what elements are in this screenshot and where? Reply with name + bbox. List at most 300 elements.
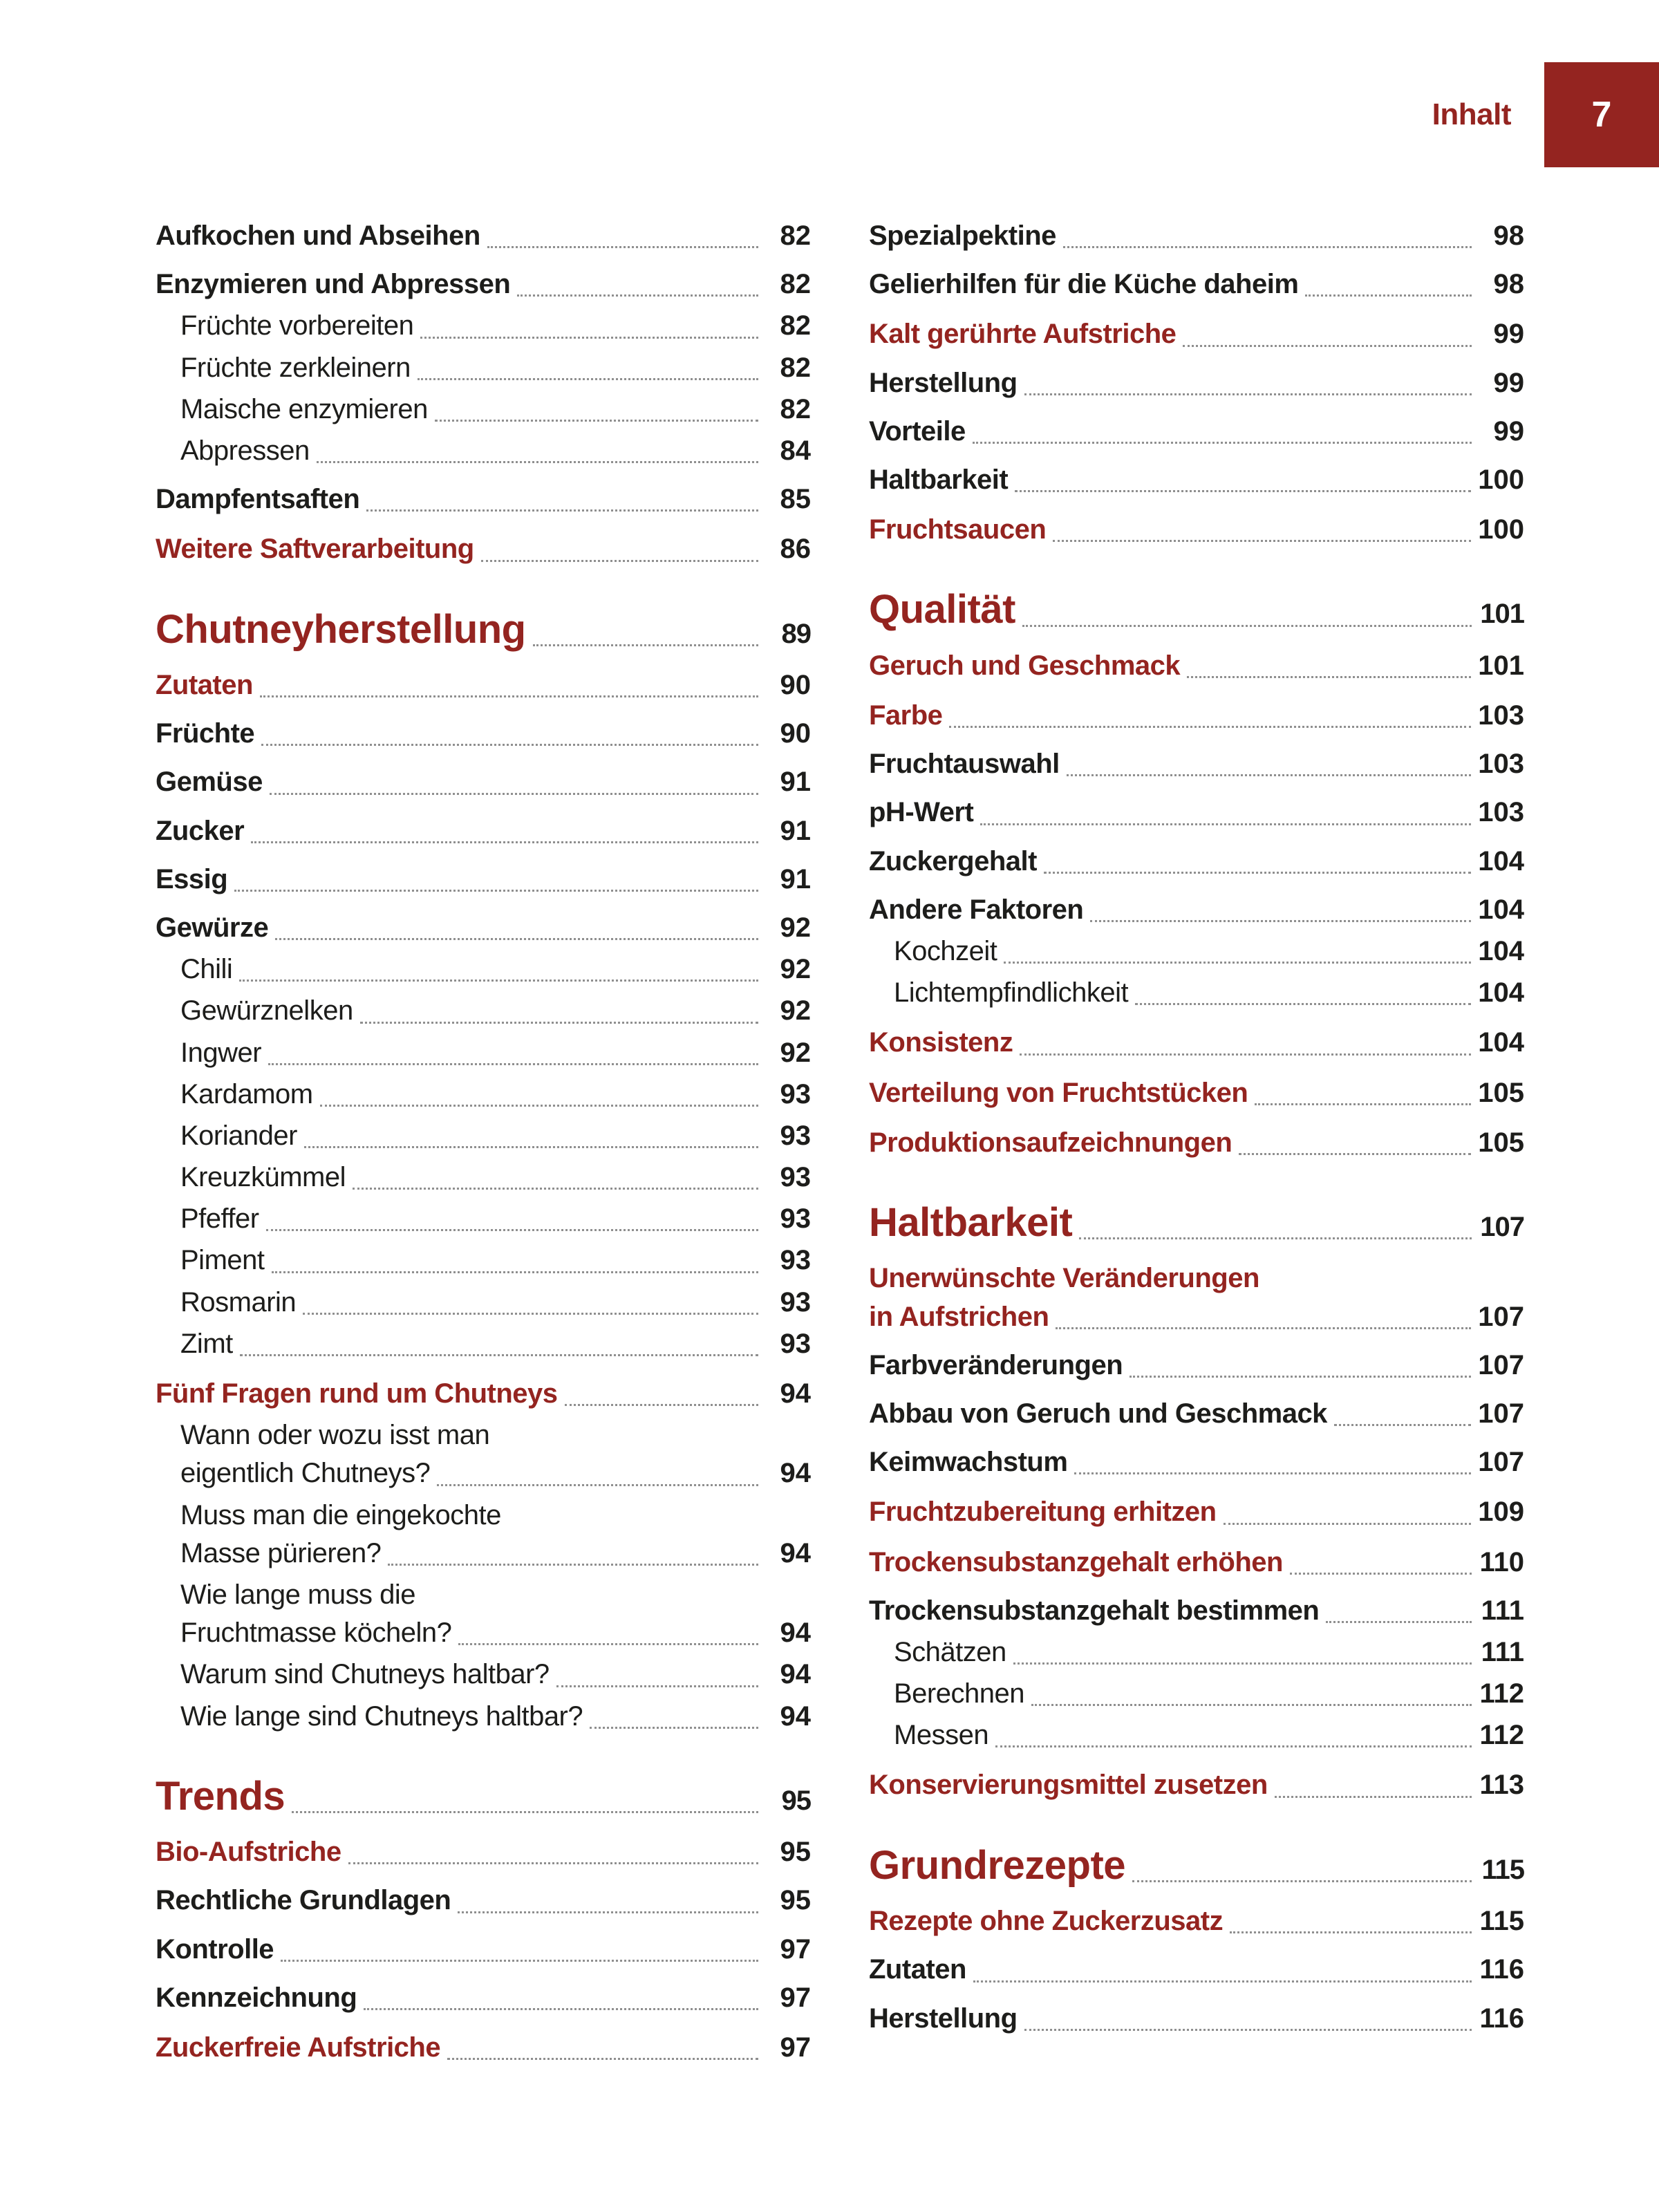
toc-entry-page-number: 86: [780, 534, 811, 565]
toc-entry-line: [869, 1298, 1524, 1336]
toc-entry-line: [894, 1716, 1524, 1754]
toc-entry: [869, 2000, 1524, 2038]
page-header: [0, 0, 1659, 167]
toc-entry-line: [156, 861, 811, 899]
dotted-leader: [317, 461, 758, 463]
dotted-leader: [320, 1105, 758, 1107]
toc-entry: [156, 1979, 811, 2017]
toc-entry-line: [180, 1325, 811, 1363]
toc-entry-label: Zutaten: [156, 670, 253, 700]
toc-entry-label: Verteilung von Fruchtstücken: [869, 1077, 1248, 1108]
toc-entry: [156, 1576, 811, 1652]
toc-entry-line: [156, 1979, 811, 2017]
toc-entry-line: [869, 891, 1524, 929]
toc-entry-page-number: 94: [780, 1378, 811, 1409]
toc-entry-page-number: 104: [1478, 894, 1524, 925]
toc-column-right: [869, 217, 1524, 2067]
dotted-leader: [353, 1188, 758, 1190]
toc-entry-line: [180, 1535, 811, 1573]
toc-entry: [156, 1656, 811, 1694]
dotted-leader: [1130, 1376, 1471, 1378]
dotted-leader: [458, 1911, 758, 1913]
toc-entry: [869, 1074, 1524, 1112]
toc-entry: [869, 461, 1524, 499]
toc-entry: [156, 391, 811, 429]
toc-entry-label: Koriander: [180, 1120, 297, 1151]
toc-entry-page-number: 92: [780, 954, 811, 985]
toc-entry-label: pH-Wert: [869, 797, 974, 828]
toc-entry: [156, 432, 811, 470]
toc-entry-line: [180, 1241, 811, 1280]
dotted-leader: [240, 1354, 758, 1356]
dotted-leader: [458, 1643, 758, 1645]
toc-entry-page-number: 104: [1478, 935, 1524, 966]
toc-entry-label: eigentlich Chutneys?: [180, 1458, 431, 1489]
toc-entry-label: Messen: [894, 1720, 989, 1751]
toc-entry-line: [869, 1493, 1524, 1531]
toc-entry-line: [156, 909, 811, 947]
toc-entry: [156, 1375, 811, 1413]
toc-entry: [869, 1841, 1524, 1891]
dotted-leader: [364, 2008, 758, 2010]
toc-entry-label: Trockensubstanzgehalt erhöhen: [869, 1546, 1283, 1577]
toc-entry: [869, 1716, 1524, 1754]
toc-entry-line: [180, 432, 811, 470]
toc-entry-line: [869, 1395, 1524, 1433]
toc-entry-line: [869, 1443, 1524, 1481]
toc-entry-label: Wann oder wozu isst man: [180, 1420, 490, 1451]
toc-entry-line: [180, 1117, 811, 1155]
toc-entry-label: Haltbarkeit: [869, 1199, 1073, 1245]
toc-entry: [156, 1497, 811, 1573]
dotted-leader: [1031, 1704, 1472, 1706]
toc-entry-line: [869, 647, 1524, 685]
toc-entry: [156, 1034, 811, 1072]
toc-entry-label: Farbveränderungen: [869, 1349, 1123, 1380]
dotted-leader: [481, 560, 758, 562]
dotted-leader: [1275, 1796, 1472, 1798]
toc-entry-line: [180, 1614, 811, 1652]
toc-entry-line: [869, 1951, 1524, 1989]
toc-entry: [869, 413, 1524, 451]
toc-entry-page-number: 95: [781, 1785, 811, 1816]
toc-entry-line: [156, 265, 811, 303]
toc-entry-page-number: 92: [780, 1037, 811, 1068]
toc-entry-page-number: 107: [1480, 1211, 1524, 1242]
toc-entry-label: Warum sind Chutneys haltbar?: [180, 1659, 550, 1690]
toc-entry-label: Fruchtzubereitung erhitzen: [869, 1497, 1217, 1528]
toc-entry-line: [869, 1766, 1524, 1804]
dotted-leader: [303, 1313, 758, 1315]
toc-entry: [869, 697, 1524, 735]
toc-entry-label: Berechnen: [894, 1678, 1024, 1709]
toc-entry: [869, 1592, 1524, 1630]
toc-entry-line: [156, 1375, 811, 1413]
toc-entry-page-number: 82: [780, 310, 811, 341]
dotted-leader: [1090, 920, 1471, 922]
dotted-leader: [266, 1229, 758, 1231]
toc-entry-line: [894, 974, 1524, 1012]
toc-entry-page-number: 82: [780, 393, 811, 424]
toc-entry: [869, 1347, 1524, 1385]
toc-entry-line: [156, 715, 811, 753]
toc-entry-page-number: 99: [1493, 319, 1524, 350]
toc-entry-page-number: 94: [780, 1537, 811, 1568]
toc-entry-line: [869, 1347, 1524, 1385]
toc-entry: [869, 794, 1524, 832]
toc-entry: [869, 1024, 1524, 1062]
toc-column-left: [156, 217, 811, 2067]
toc-entry-line: [869, 315, 1524, 353]
toc-entry-line: [869, 1544, 1524, 1582]
dotted-leader: [1053, 540, 1471, 542]
toc-entry-page-number: 82: [780, 352, 811, 383]
toc-entry-page-number: 100: [1478, 514, 1524, 545]
toc-entry-line: [156, 530, 811, 568]
dotted-leader: [1334, 1424, 1471, 1426]
dotted-leader: [447, 2058, 758, 2060]
dotted-leader: [1074, 1472, 1471, 1474]
dotted-leader: [1224, 1523, 1472, 1525]
toc-entry-line: [869, 1024, 1524, 1062]
toc-entry-label: Lichtempfindlichkeit: [894, 977, 1129, 1009]
dotted-leader: [1079, 1237, 1472, 1239]
toc-entry-page-number: 95: [780, 1885, 811, 1916]
toc-entry-page-number: 94: [780, 1659, 811, 1690]
toc-entry: [869, 265, 1524, 303]
toc-entry-page-number: 93: [780, 1078, 811, 1109]
toc-entry-line: [869, 413, 1524, 451]
toc-entry-page-number: 93: [780, 1328, 811, 1359]
toc-entry: [869, 1902, 1524, 1940]
toc-entry-page-number: 93: [780, 1162, 811, 1193]
toc-entry-line: [156, 812, 811, 850]
dotted-leader: [1255, 1103, 1471, 1105]
toc-entry-page-number: 105: [1478, 1077, 1524, 1108]
dotted-leader: [517, 294, 758, 297]
toc-entry-label: Zuckerfreie Aufstriche: [156, 2032, 441, 2063]
toc-entry: [869, 1259, 1524, 1335]
dotted-leader: [275, 938, 758, 940]
toc-entry-page-number: 115: [1479, 1906, 1524, 1937]
dotted-leader: [366, 509, 758, 512]
dotted-leader: [1239, 1153, 1471, 1155]
toc-entry-page-number: 110: [1479, 1546, 1524, 1577]
toc-entry-label: Konservierungsmittel zusetzen: [869, 1770, 1268, 1801]
toc-entry: [869, 1544, 1524, 1582]
toc-entry-label: Bio-Aufstriche: [156, 1837, 341, 1868]
toc-entry-label: Konsistenz: [869, 1027, 1013, 1058]
dotted-leader: [1024, 393, 1472, 395]
toc-entry-line: [869, 1198, 1524, 1248]
toc-entry-label: Ingwer: [180, 1037, 262, 1068]
dotted-leader: [1326, 1621, 1472, 1623]
toc-entry: [869, 647, 1524, 685]
toc-entry: [156, 812, 811, 850]
dotted-leader: [272, 1271, 759, 1273]
toc-entry-line: [180, 1034, 811, 1072]
toc-entry-label: Piment: [180, 1245, 265, 1276]
toc-entry-page-number: 115: [1481, 1854, 1524, 1885]
toc-entry-label: Herstellung: [869, 367, 1018, 398]
toc-entry-line: [180, 1076, 811, 1114]
toc-entry-page-number: 98: [1493, 269, 1524, 300]
toc-entry: [156, 2029, 811, 2067]
toc-entry-line: [869, 745, 1524, 783]
toc-entry-label: Maische enzymieren: [180, 393, 428, 424]
toc-entry-label: Farbe: [869, 700, 943, 731]
toc-entry-line: [156, 666, 811, 704]
toc-entry: [869, 1766, 1524, 1804]
toc-entry-label: Kreuzkümmel: [180, 1162, 346, 1193]
toc-entry-page-number: 103: [1478, 700, 1524, 731]
toc-entry-page-number: 94: [780, 1700, 811, 1732]
toc-entry-label: Zuckergehalt: [869, 845, 1037, 877]
toc-entry: [869, 745, 1524, 783]
toc-entry-label: Kalt gerührte Aufstriche: [869, 319, 1177, 350]
toc-entry-page-number: 91: [780, 767, 811, 798]
toc-entry-page-number: 112: [1479, 1720, 1524, 1751]
toc-entry-label: Dampfentsaften: [156, 484, 360, 515]
dotted-leader: [1015, 490, 1471, 492]
toc-entry-label: Abbau von Geruch und Geschmack: [869, 1398, 1327, 1429]
dotted-leader: [973, 1980, 1472, 1983]
toc-entry: [156, 1200, 811, 1238]
toc-entry-page-number: 82: [780, 221, 811, 251]
toc-entry: [869, 217, 1524, 255]
running-head-title: Inhalt: [1432, 97, 1511, 131]
toc-entry: [156, 1284, 811, 1322]
toc-entry: [156, 530, 811, 568]
toc-entry-page-number: 84: [780, 435, 811, 466]
toc-entry-line: [869, 461, 1524, 499]
dotted-leader: [590, 1727, 758, 1729]
toc-entry-page-number: 97: [780, 2032, 811, 2063]
toc-entry-label: Essig: [156, 863, 228, 894]
toc-entry: [156, 1241, 811, 1280]
dotted-leader: [348, 1862, 758, 1864]
toc-entry-label: Zimt: [180, 1328, 233, 1359]
toc-entry-page-number: 107: [1478, 1301, 1524, 1332]
toc-entry-line: [869, 2000, 1524, 2038]
toc-entry-label: Chili: [180, 954, 233, 985]
toc-entry: [156, 349, 811, 387]
toc-entry-page-number: 101: [1478, 650, 1524, 681]
dotted-leader: [1020, 1053, 1471, 1056]
toc-entry-page-number: 93: [780, 1286, 811, 1318]
toc-entry: [869, 364, 1524, 402]
toc-entry-line: [869, 1074, 1524, 1112]
toc-entry-page-number: 107: [1478, 1447, 1524, 1478]
dotted-leader: [487, 246, 758, 248]
toc-entry-line: [180, 391, 811, 429]
toc-entry-label: Gewürznelken: [180, 995, 353, 1027]
toc-entry: [156, 715, 811, 753]
toc-entry-line: [180, 1497, 811, 1535]
toc-entry-page-number: 101: [1480, 599, 1524, 630]
dotted-leader: [973, 442, 1472, 444]
toc-entry: [156, 605, 811, 655]
toc-entry-label: Schätzen: [894, 1636, 1006, 1667]
toc-entry-line: [180, 1698, 811, 1736]
toc-entry-label: Fruchtsaucen: [869, 514, 1047, 545]
toc-entry: [869, 1493, 1524, 1531]
toc-entry-label: Rezepte ohne Zuckerzusatz: [869, 1906, 1224, 1937]
toc-entry-page-number: 91: [780, 815, 811, 846]
toc-entry-page-number: 107: [1478, 1398, 1524, 1429]
toc-entry-page-number: 104: [1478, 977, 1524, 1009]
toc-entry-label: Kontrolle: [156, 1933, 274, 1965]
dotted-leader: [1063, 246, 1472, 248]
toc-entry-page-number: 93: [780, 1203, 811, 1235]
dotted-leader: [995, 1745, 1472, 1747]
dotted-leader: [437, 1484, 758, 1486]
toc-entry: [869, 891, 1524, 929]
toc-entry-page-number: 107: [1478, 1349, 1524, 1380]
toc-entry-label: Gewürze: [156, 912, 269, 943]
dotted-leader: [1187, 676, 1471, 678]
toc-entry: [156, 1416, 811, 1492]
toc-entry: [869, 1395, 1524, 1433]
toc-entry: [156, 1117, 811, 1155]
toc-entry-page-number: 113: [1479, 1770, 1524, 1801]
toc-entry: [869, 1951, 1524, 1989]
dotted-leader: [1004, 962, 1471, 964]
toc-entry-page-number: 100: [1478, 464, 1524, 495]
toc-entry-page-number: 116: [1479, 2003, 1524, 2034]
toc-entry-page-number: 116: [1479, 1954, 1524, 1985]
toc-entry-line: [180, 1200, 811, 1238]
dotted-leader: [234, 890, 758, 892]
toc-entry-page-number: 103: [1478, 797, 1524, 828]
toc-entry-line: [894, 1633, 1524, 1671]
toc-entry-page-number: 91: [780, 863, 811, 894]
dotted-leader: [1067, 774, 1471, 776]
toc-entry-line: [156, 1772, 811, 1822]
toc-entry-label: Zutaten: [869, 1954, 966, 1985]
toc-entry: [156, 861, 811, 899]
dotted-leader: [281, 1960, 758, 1962]
toc-entry-label: Masse pürieren?: [180, 1537, 382, 1568]
toc-entry-label: Zucker: [156, 815, 245, 846]
toc-entry-page-number: 111: [1481, 1636, 1524, 1667]
toc-entry: [156, 217, 811, 255]
toc-entry: [156, 992, 811, 1030]
toc-entry-line: [156, 1882, 811, 1920]
toc-entry-label: Keimwachstum: [869, 1447, 1068, 1478]
toc-entry-line: [156, 1833, 811, 1871]
toc-entry-page-number: 82: [780, 269, 811, 300]
dotted-leader: [1135, 1003, 1471, 1005]
toc-entry-page-number: 92: [780, 912, 811, 943]
dotted-leader: [292, 1811, 758, 1813]
dotted-leader: [1024, 2029, 1472, 2031]
toc-entry-page-number: 97: [780, 1933, 811, 1965]
toc-entry-page-number: 99: [1493, 367, 1524, 398]
toc-entry-line: [180, 992, 811, 1030]
dotted-leader: [239, 980, 758, 982]
toc-entry: [156, 265, 811, 303]
toc-entry-label: Spezialpektine: [869, 221, 1056, 251]
toc-entry-line: [869, 1902, 1524, 1940]
toc-entry: [156, 1325, 811, 1363]
page-number-box: [1544, 62, 1659, 167]
toc-entry-label: Chutneyherstellung: [156, 606, 526, 652]
toc-entry-line: [869, 697, 1524, 735]
dotted-leader: [1230, 1931, 1472, 1933]
toc-entry-page-number: 97: [780, 1982, 811, 2013]
toc-entry: [156, 666, 811, 704]
toc-entry-line: [156, 1931, 811, 1969]
toc-entry-page-number: 90: [780, 718, 811, 749]
toc-entry-line: [869, 511, 1524, 549]
toc-entry-line: [156, 217, 811, 255]
toc-entry: [156, 1076, 811, 1114]
toc-entry-line: [180, 1416, 811, 1454]
toc-entry-line: [156, 2029, 811, 2067]
dotted-leader: [556, 1685, 758, 1687]
toc-entry-page-number: 90: [780, 670, 811, 700]
toc-entry-label: Kochzeit: [894, 935, 997, 966]
toc-entry-page-number: 89: [781, 618, 811, 649]
toc-entry-line: [180, 1284, 811, 1322]
toc-entry-line: [180, 349, 811, 387]
toc-entry-label: Muss man die eingekochte: [180, 1499, 501, 1530]
toc-entry-label: Fünf Fragen rund um Chutneys: [156, 1378, 558, 1409]
toc-entry: [869, 843, 1524, 881]
toc-entry-label: Aufkochen und Abseihen: [156, 221, 480, 251]
dotted-leader: [260, 695, 758, 697]
toc-entry-label: Andere Faktoren: [869, 894, 1084, 925]
toc-entry-page-number: 94: [780, 1458, 811, 1489]
toc-entry-line: [894, 1675, 1524, 1713]
dotted-leader: [1183, 345, 1472, 347]
dotted-leader: [304, 1146, 758, 1148]
toc-entry-label: Vorteile: [869, 415, 966, 447]
toc-entry-label: Rosmarin: [180, 1286, 297, 1318]
toc-entry-line: [180, 950, 811, 988]
toc-entry-label: Wie lange muss die: [180, 1579, 416, 1610]
toc-entry: [156, 909, 811, 947]
toc-entry-label: Kardamom: [180, 1078, 313, 1109]
toc-entry-label: Wie lange sind Chutneys haltbar?: [180, 1700, 583, 1732]
dotted-leader: [268, 1063, 758, 1065]
toc-entry-page-number: 112: [1479, 1678, 1524, 1709]
toc-entry-page-number: 93: [780, 1120, 811, 1151]
dotted-leader: [261, 744, 758, 746]
toc-entry-label: Qualität: [869, 587, 1015, 632]
dotted-leader: [360, 1022, 758, 1024]
toc-entry-label: Fruchtauswahl: [869, 749, 1060, 780]
toc-entry-label: Trends: [156, 1773, 285, 1819]
toc-entry-label: Früchte zerkleinern: [180, 352, 411, 383]
toc-entry: [156, 1931, 811, 1969]
toc-entry: [156, 1159, 811, 1197]
toc-entry-line: [869, 217, 1524, 255]
toc-entry-page-number: 104: [1478, 1027, 1524, 1058]
toc-entry-label: Abpressen: [180, 435, 310, 466]
toc-entry: [156, 307, 811, 345]
dotted-leader: [565, 1404, 758, 1406]
toc-entry-page-number: 93: [780, 1245, 811, 1276]
toc-entry: [869, 932, 1524, 971]
toc-entry-label: Geruch und Geschmack: [869, 650, 1181, 681]
toc-entry: [156, 1698, 811, 1736]
toc-entry-line: [869, 1841, 1524, 1891]
toc-entry: [156, 950, 811, 988]
toc-entry-label: Produktionsaufzeichnungen: [869, 1127, 1232, 1158]
page-number: 7: [1591, 95, 1612, 135]
